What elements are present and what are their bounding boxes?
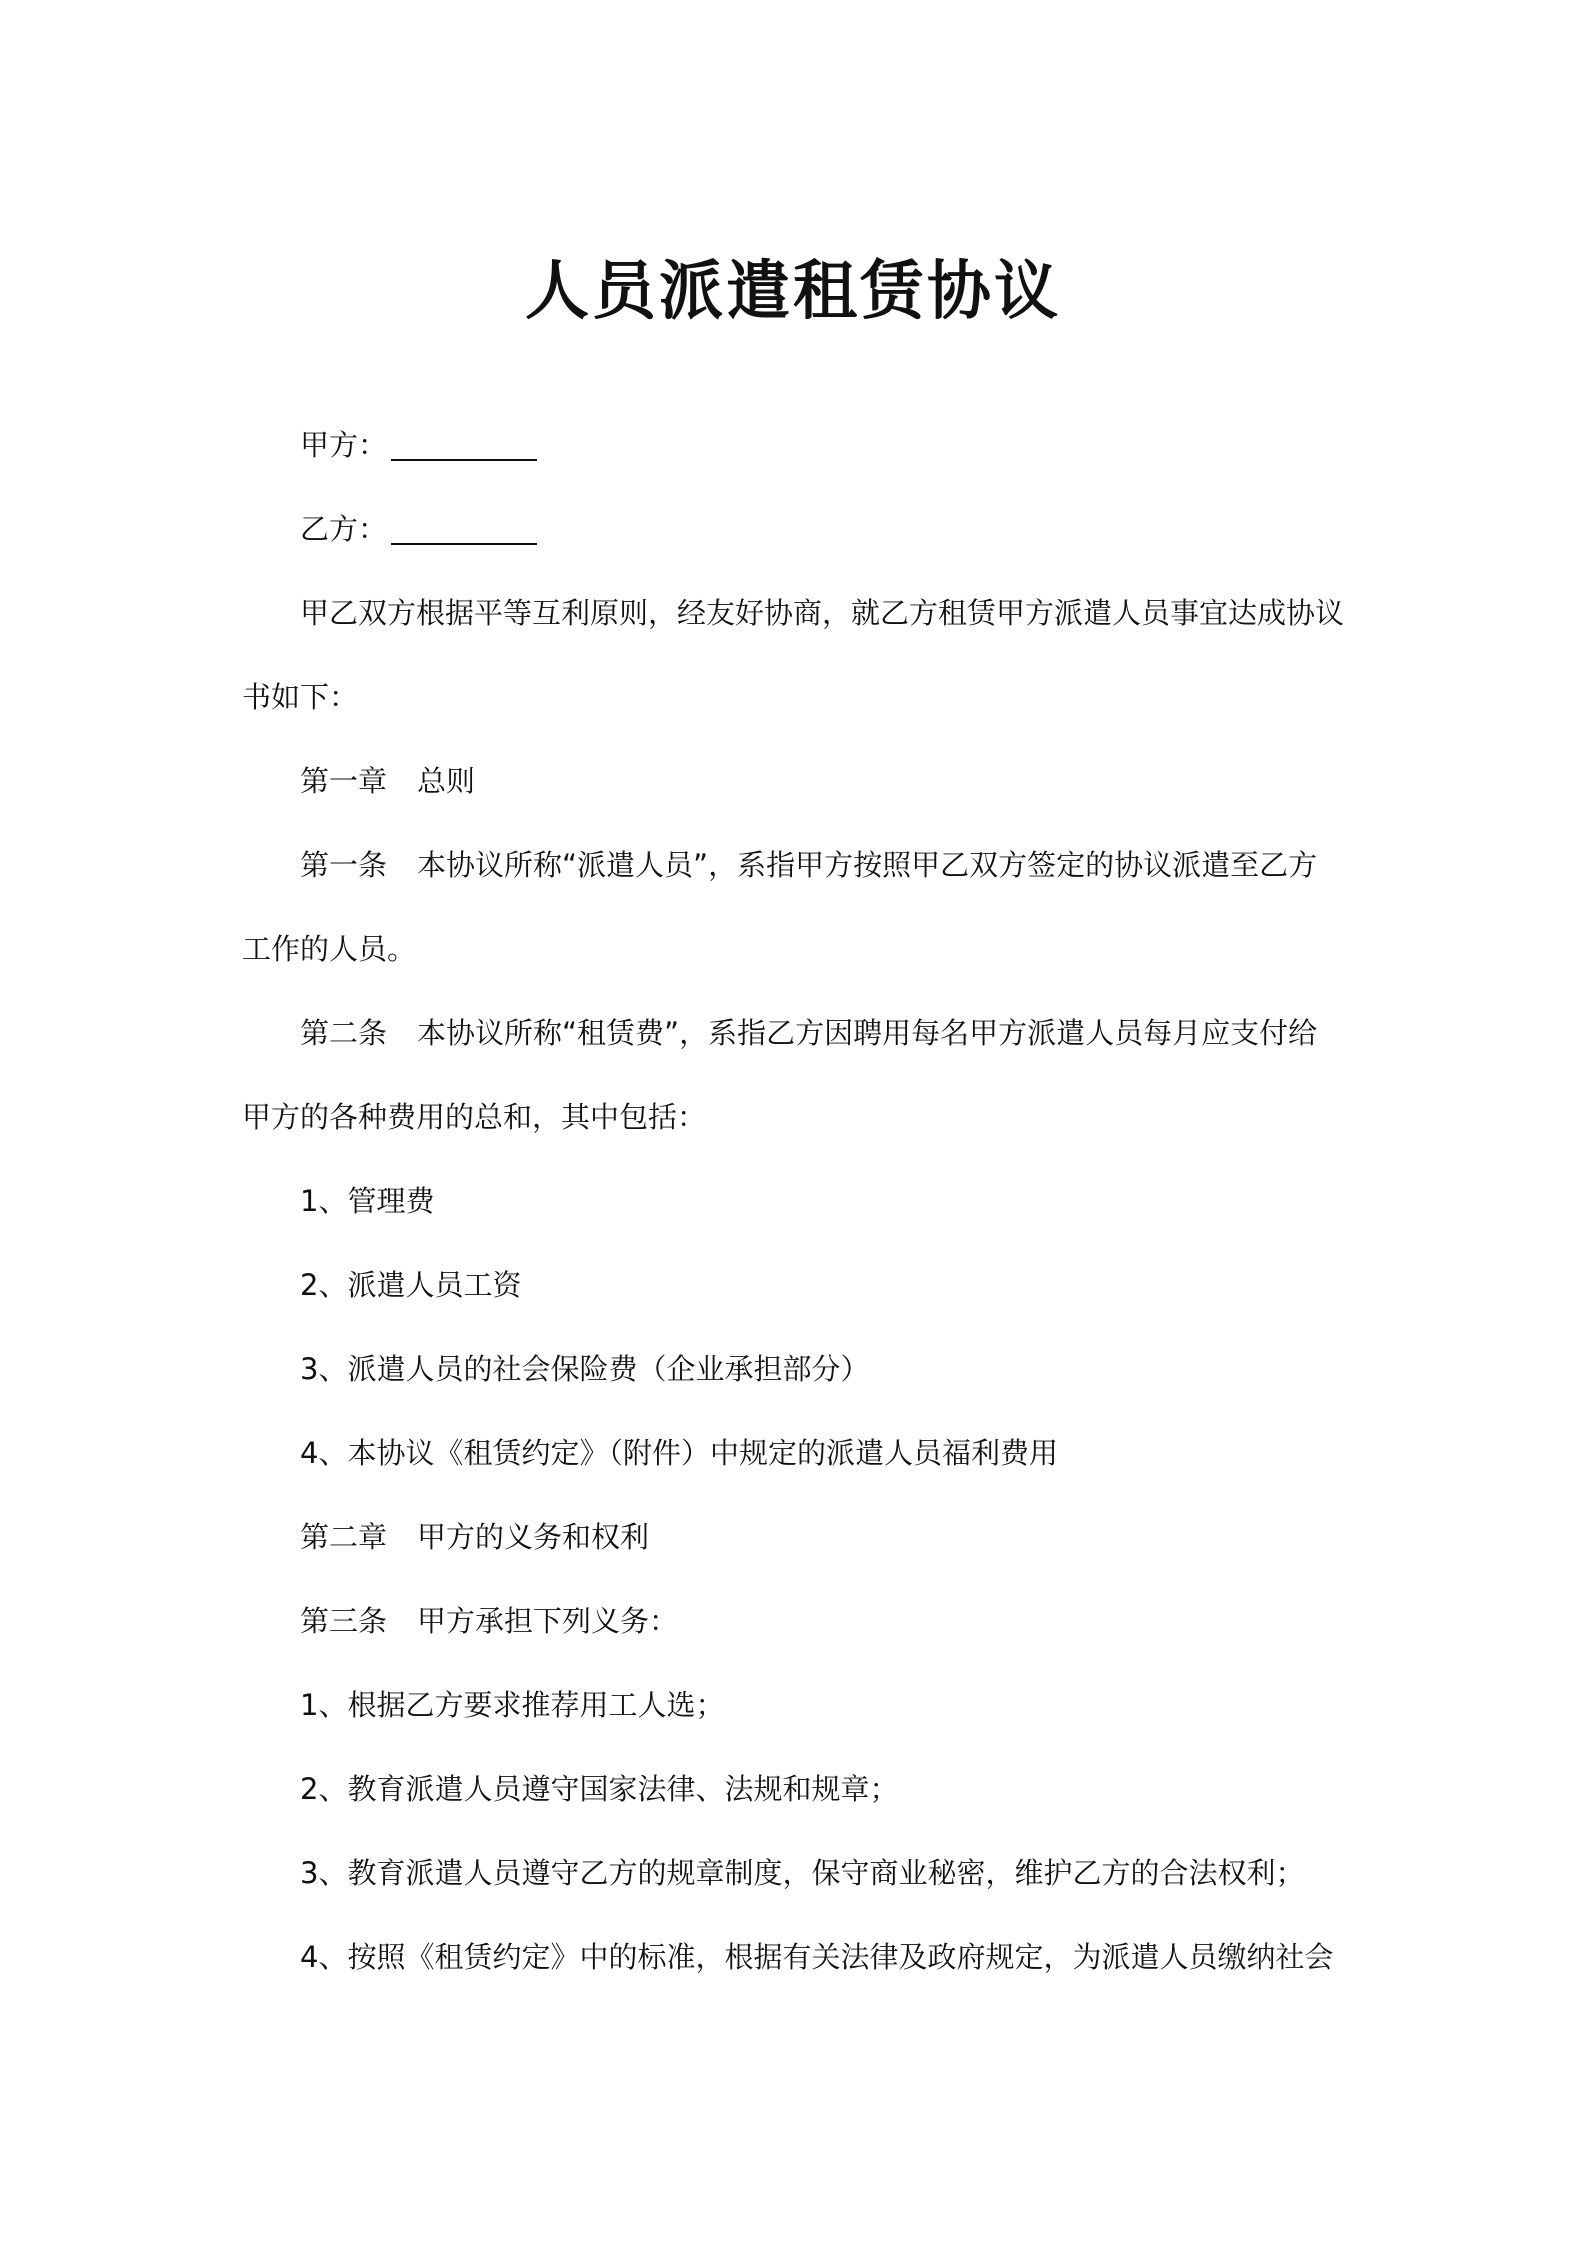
party-b-label: 乙方： bbox=[300, 512, 388, 546]
list-item: 1、根据乙方要求推荐用工人选； bbox=[300, 1688, 725, 1722]
party-a-line bbox=[300, 425, 537, 465]
article-1-line-2: 工作的人员。 bbox=[242, 932, 417, 966]
chapter-1-heading bbox=[300, 761, 475, 801]
article-2-line-2: 甲方的各种费用的总和，其中包括： bbox=[242, 1100, 707, 1134]
chapter-2-number: 第二章 bbox=[300, 1520, 388, 1554]
intro-line-1: 甲乙双方根据平等互利原则，经友好协商，就乙方租赁甲方派遣人员事宜达成协议 bbox=[300, 596, 1345, 630]
article-2-number: 第二条 bbox=[300, 1016, 388, 1050]
list-item: 2、派遣人员工资 bbox=[300, 1268, 522, 1302]
document-title: 人员派遣租赁协议 bbox=[525, 255, 1061, 329]
article-1-number: 第一条 bbox=[300, 848, 388, 882]
article-2-line-1 bbox=[300, 1013, 1317, 1053]
intro-line-2: 书如下： bbox=[242, 680, 359, 714]
article-1-text-1: 本协议所称“派遣人员”，系指甲方按照甲乙双方签定的协议派遣至乙方 bbox=[417, 848, 1318, 882]
list-item: 3、派遣人员的社会保险费（企业承担部分） bbox=[300, 1352, 870, 1386]
party-b-line bbox=[300, 509, 537, 549]
article-3-number: 第三条 bbox=[300, 1604, 388, 1638]
list-item: 4、按照《租赁约定》中的标准，根据有关法律及政府规定，为派遣人员缴纳社会 bbox=[300, 1940, 1334, 1974]
chapter-1-number: 第一章 bbox=[300, 764, 388, 798]
chapter-2-name: 甲方的义务和权利 bbox=[417, 1520, 650, 1554]
party-a-label: 甲方： bbox=[300, 428, 388, 462]
list-item: 4、本协议《租赁约定》（附件）中规定的派遣人员福利费用 bbox=[300, 1436, 1058, 1470]
article-2-text-1: 本协议所称“租赁费”，系指乙方因聘用每名甲方派遣人员每月应支付给 bbox=[417, 1016, 1318, 1050]
list-item: 2、教育派遣人员遵守国家法律、法规和规章； bbox=[300, 1772, 899, 1806]
party-b-blank bbox=[391, 513, 537, 545]
article-3-heading-text: 甲方承担下列义务： bbox=[417, 1604, 679, 1638]
article-3-heading bbox=[300, 1601, 678, 1641]
chapter-1-name: 总则 bbox=[417, 764, 476, 798]
article-1-line-1 bbox=[300, 845, 1317, 885]
list-item: 3、教育派遣人员遵守乙方的规章制度，保守商业秘密，维护乙方的合法权利； bbox=[300, 1856, 1305, 1890]
party-a-blank bbox=[391, 429, 537, 461]
chapter-2-heading bbox=[300, 1517, 649, 1557]
list-item: 1、管理费 bbox=[300, 1184, 435, 1218]
